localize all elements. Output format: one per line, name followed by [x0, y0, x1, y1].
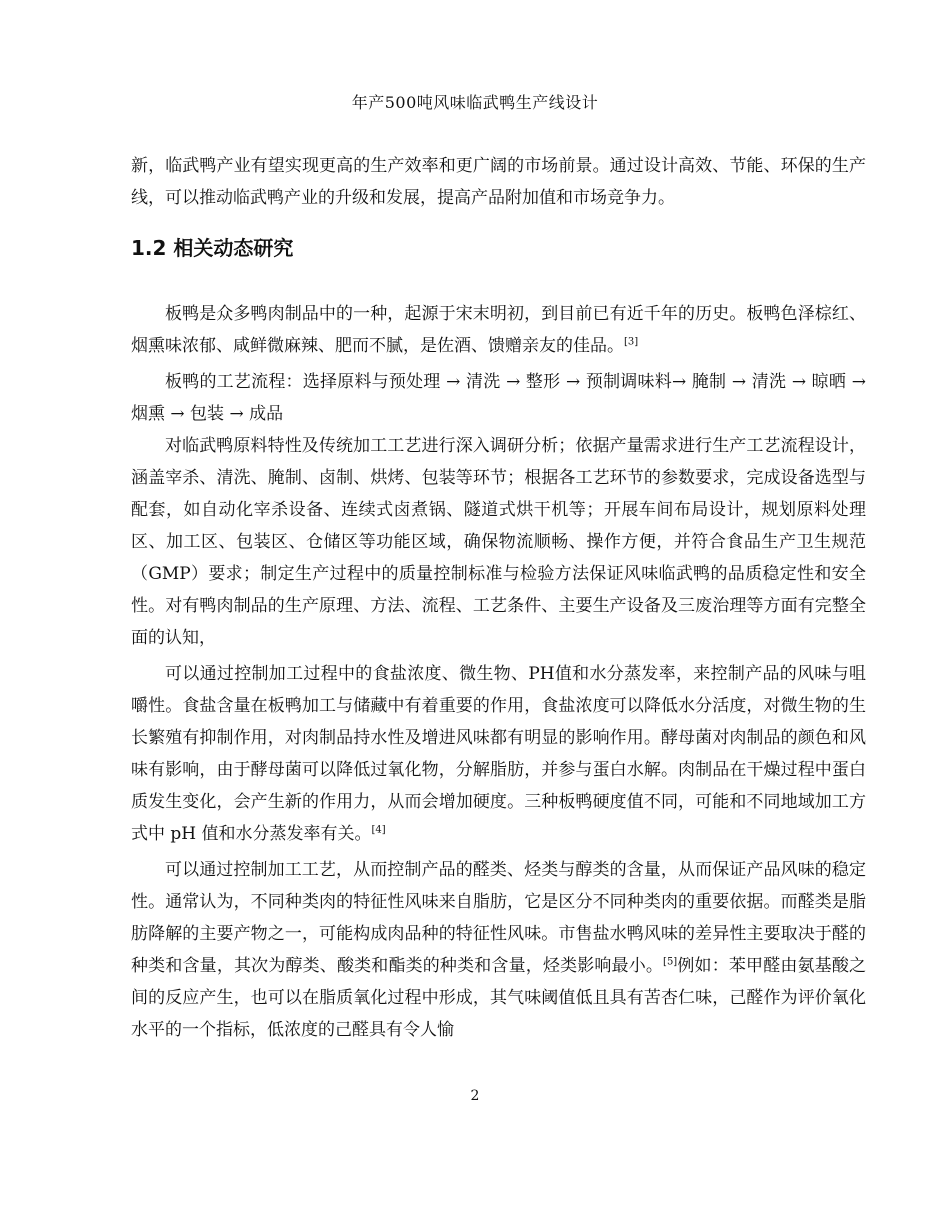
paragraph-text: 板鸭是众多鸭肉制品中的一种，起源于宋末明初，到目前已有近千年的历史。板鸭色泽棕红、烟熏味浓郁、咸鲜微麻辣、肥而不腻，是佐酒、馈赠亲友的佳品。 [131, 304, 866, 356]
intro-paragraph: 新，临武鸭产业有望实现更高的生产效率和更广阔的市场前景。通过设计高效、节能、环保的生产线，可以推动临武鸭产业的升级和发展，提高产品附加值和市场竞争力。 [131, 156, 866, 208]
paragraph-design-scope: 对临武鸭原料特性及传统加工工艺进行深入调研分析；依据产量需求进行生产工艺流程设计，涵盖宰杀、清洗、腌制、卤制、烘烤、包装等环节；根据各工艺环节的参数要求，完成设备选型与配套，如自动化宰杀设备、连续式卤煮锅、隧道式烘干机等；开展车间布局设计，规划原料处理区、加工区、包装区、仓储区等功能区域，确保物流顺畅、操作方便，并符合食品生产卫生规范（GMP）要求；制定生产过程中的质量控制标准与检验方法保证风味临武鸭的品质稳定性和安全性。对有鸭肉制品的生产原理、方法、流程、工艺条件、主要生产设备及三废治理等方面有完整全面的认知， [131, 436, 866, 648]
section-heading: 1.2 相关动态研究 [131, 236, 294, 260]
paragraph-ban-ya-origin [131, 298, 866, 362]
paragraph-aldehyde-content [131, 854, 866, 1046]
page-number: 2 [470, 1088, 480, 1104]
paragraph-process-flow: 板鸭的工艺流程：选择原料与预处理 → 清洗 → 整形 → 预制调味料→ 腌制 → 清洗 → 晾晒 → 烟熏 → 包装 → 成品 [131, 372, 866, 424]
paragraph-text: 可以通过控制加工过程中的食盐浓度、微生物、PH值和水分蒸发率，来控制产品的风味与咀嚼性。食盐含量在板鸭加工与储藏中有着重要的作用，食盐浓度可以降低水分活度，对微生物的生长繁殖有抑制作用，对肉制品持水性及增进风味都有明显的影响作用。酵母菌对肉制品的颜色和风味有影响，由于酵母菌可以降低过氧化物，分解脂肪，并参与蛋白水解。肉制品在干燥过程中蛋白质发生变化，会产生新的作用力，从而会增加硬度。三种板鸭硬度值不同，可能和不同地域加工方式中 pH 值和水分蒸发率有关。 [131, 664, 866, 844]
paragraph-flavor-control [131, 658, 866, 850]
paragraph-text: 可以通过控制加工工艺，从而控制产品的醛类、烃类与醇类的含量，从而保证产品风味的稳定性。通常认为，不同种类肉的特征性风味来自脂肪，它是区分不同种类肉的重要依据。而醛类是脂肪降解的主要产物之一，可能构成肉品种的特征性风味。市售盐水鸭风味的差异性主要取决于醛的种类和含量，其次为醇类、酸类和酯类的种类和含量，烃类影响最小。 [131, 860, 866, 976]
page-body [131, 150, 866, 1046]
citation-ref: [3] [624, 336, 639, 348]
citation-ref: [4] [371, 824, 386, 836]
citation-ref: [5] [663, 956, 678, 968]
running-header: 年产500吨风味临武鸭生产线设计 [351, 93, 599, 112]
paragraph-text: 例如：苯甲醛由氨基酸之间的反应产生，也可以在脂质氧化过程中形成，其气味阈值低且具有苦杏仁味，己醛作为评价氧化水平的一个指标，低浓度的己醛具有令人愉 [131, 956, 867, 1040]
